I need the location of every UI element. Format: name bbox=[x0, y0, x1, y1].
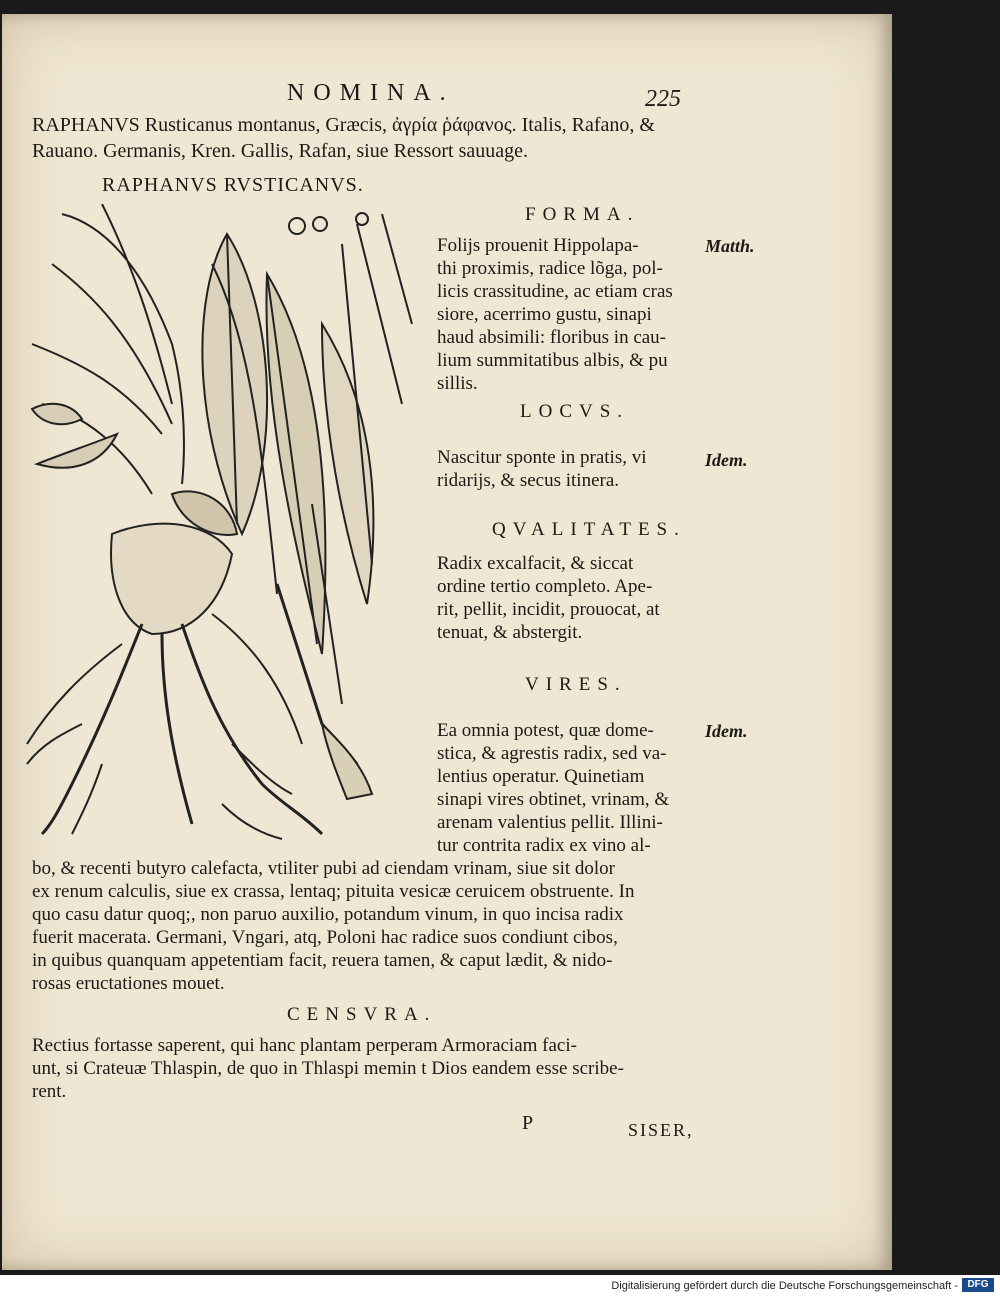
nomina-paragraph: RAPHANVS Rusticanus montanus, Græcis, ἀγρία ῥάφανος. Italis, Rafano, & Rauano. Germanis, Kren. Gallis, Rafan, siue Ressort sauuage. bbox=[32, 114, 655, 162]
censura-text: Rectius fortasse saperent, qui hanc plantam perperam Armoraciam faci- unt, si Crateuæ Thlaspin, de quo in Thlaspi memin t Dios eandem esse scribe- rent. bbox=[32, 1035, 624, 1102]
running-head: NOMINA. bbox=[287, 80, 455, 106]
digitization-credit-bar bbox=[0, 1275, 1000, 1297]
locus-text: Nascitur sponte in pratis, vi ridarijs, & secus itinera. bbox=[437, 447, 647, 491]
vires-text-narrow: Ea omnia potest, quæ dome- stica, & agrestis radix, sed va- lentius operatur. Quinetiam sinapi vires obtinet, vrinam, & arenam valentius pellit. Illini- tur contrita radix ex vino al- bbox=[437, 720, 670, 856]
locus-heading: LOCVS. bbox=[520, 401, 630, 422]
horseradish-woodcut-illustration bbox=[22, 204, 432, 844]
qualitates-text: Radix excalfacit, & siccat ordine tertio completo. Ape- rit, pellit, incidit, prouocat, at tenuat, & abstergit. bbox=[437, 553, 660, 643]
forma-margin-note: Matth. bbox=[705, 236, 755, 256]
forma-text: Folijs prouenit Hippolapa- thi proximis, radice lõga, pol- licis crassitudine, ac etiam cras siore, acerrimo gustu, sinapi haud absimili: floribus in cau- lium summitatibus albis, & pu sillis. bbox=[437, 235, 673, 394]
vires-text-wide: bo, & recenti butyro calefacta, vtiliter pubi ad ciendam vrinam, siue sit dolor ex renum calculis, siue ex crassa, lentaq; pituita vesicæ ceruicem obstruente. In quo casu datur quoq;, non paruo auxilio, potandum vinum, in quo incisa radix fuerit macerata. Germani, Vngari, atq, Poloni hac radice suos condiunt cibos, in quibus quanquam appetentiam facit, reuera tamen, & caput lædit, & nido- rosas eructationes mouet. bbox=[32, 858, 635, 994]
signature-mark: P bbox=[522, 1112, 534, 1134]
digitization-credit-text: Digitalisierung gefördert durch die Deutsche Forschungsgemeinschaft - bbox=[611, 1280, 958, 1292]
catchword: SISER, bbox=[628, 1120, 694, 1140]
vires-heading: VIRES. bbox=[525, 674, 627, 695]
qualitates-heading: QVALITATES. bbox=[492, 519, 686, 540]
dfg-logo-icon: DFG bbox=[962, 1278, 994, 1292]
vires-margin-note: Idem. bbox=[705, 721, 748, 741]
book-page bbox=[2, 14, 892, 1270]
plant-caption: RAPHANVS RVSTICANVS. bbox=[102, 174, 364, 196]
forma-heading: FORMA. bbox=[525, 204, 640, 225]
locus-margin-note: Idem. bbox=[705, 450, 748, 470]
censura-heading: CENSVRA. bbox=[287, 1004, 437, 1025]
page-number: 225 bbox=[645, 86, 681, 112]
